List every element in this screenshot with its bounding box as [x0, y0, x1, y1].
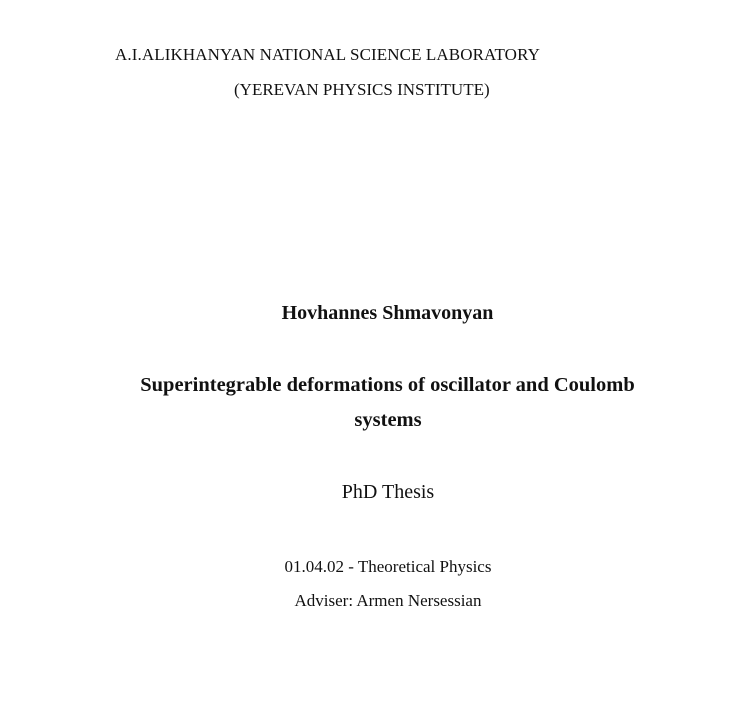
adviser-name: Adviser: Armen Nersessian	[294, 591, 482, 610]
thesis-title-line1: Superintegrable deformations of oscillator and Coulomb	[140, 374, 635, 396]
institution-name: A.I.ALIKHANYAN NATIONAL SCIENCE LABORATORY	[115, 45, 540, 64]
author-name: Hovhannes Shmavonyan	[281, 302, 494, 324]
document-type: PhD Thesis	[341, 481, 435, 503]
institution-subname: (YEREVAN PHYSICS INSTITUTE)	[234, 80, 490, 99]
specialty-code: 01.04.02 - Theoretical Physics	[284, 557, 492, 576]
thesis-title-line2: systems	[354, 409, 422, 431]
